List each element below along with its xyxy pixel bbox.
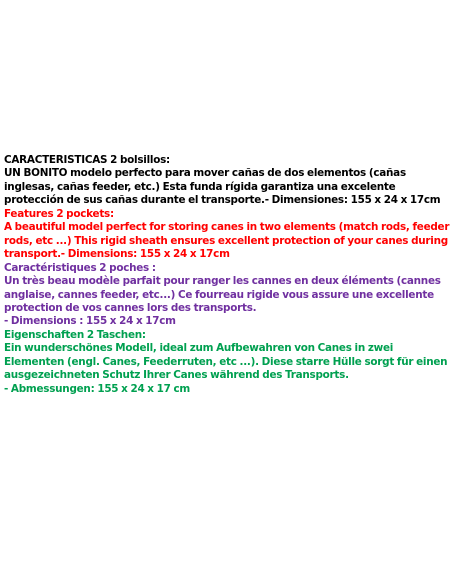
english-body: A beautiful model perfect for storing canes in two elements (match rods, feeder rods, etc ...) This rigid sheath ensures excellent protection of your canes during transport.- Dimensions: 155 x 24 x 17cm: [4, 221, 450, 261]
english-section: [4, 208, 450, 262]
product-description: [4, 154, 450, 396]
german-heading: Eigenschaften 2 Taschen:: [4, 328, 146, 341]
spanish-body: UN BONITO modelo perfecto para mover cañas de dos elementos (cañas inglesas, cañas feeder, etc.) Esta funda rígida garantiza una excelente protección de sus cañas durante el transporte.- Dimensiones: 155 x 24 x 17cm: [4, 167, 441, 207]
german-body: Ein wunderschönes Modell, ideal zum Aufbewahren von Canes in zwei Elementen (engl. Canes, Feederruten, etc ...). Diese starre Hülle sorgt für einen ausgezeichneten Schutz Ihrer Canes während des Transports.: [4, 342, 448, 382]
french-section: [4, 262, 450, 329]
french-dimensions: - Dimensions : 155 x 24 x 17cm: [4, 315, 176, 328]
spanish-heading: CARACTERISTICAS 2 bolsillos:: [4, 154, 170, 166]
german-section: [4, 329, 450, 396]
german-dimensions: - Abmessungen: 155 x 24 x 17 cm: [4, 382, 190, 395]
english-heading: Features 2 pockets:: [4, 207, 114, 220]
spanish-section: [4, 154, 450, 208]
french-body: Un très beau modèle parfait pour ranger les cannes en deux éléments (cannes anglaise, cannes feeder, etc...) Ce fourreau rigide vous assure une excellente protection de vos cannes lors des transports.: [4, 275, 441, 314]
french-heading: Caractéristiques 2 poches :: [4, 261, 156, 274]
